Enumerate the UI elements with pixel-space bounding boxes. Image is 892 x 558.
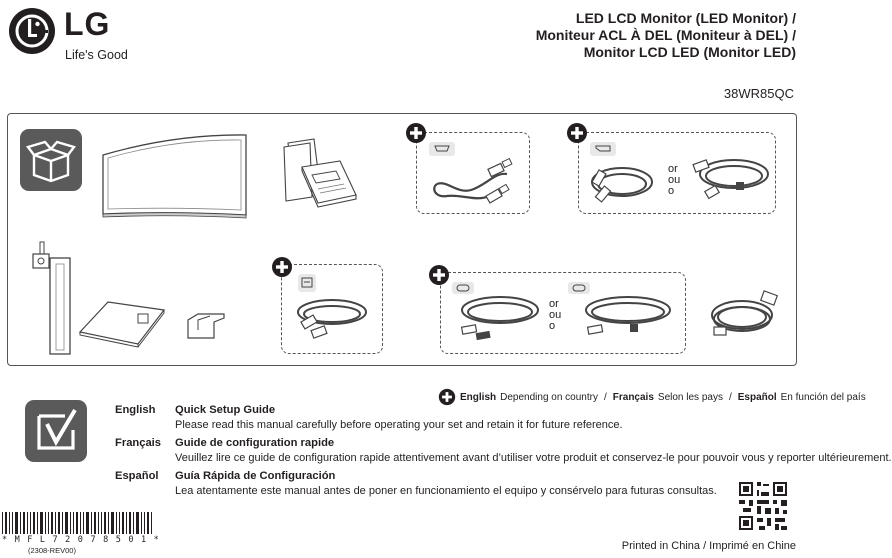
or-label	[668, 164, 680, 197]
or-label-fr: ou	[549, 309, 562, 321]
optional-plus-icon	[438, 388, 456, 406]
note-french-label: Français	[612, 391, 654, 403]
package-box-icon	[20, 129, 82, 191]
printed-in: Printed in China / Imprimé en Chine	[621, 540, 796, 552]
note-english-label: English	[460, 391, 497, 403]
note-spanish-text: En función del país	[780, 391, 866, 403]
or-label-fr: ou	[668, 174, 681, 186]
model-number: 38WR85QC	[723, 86, 794, 101]
usb-c-cable-illustration	[450, 280, 542, 348]
guide-text: Lea atentamente este manual antes de poner en funcionamiento el equipo y consérvelo para futuras consultas.	[175, 485, 717, 497]
stand-base-illustration	[78, 296, 168, 350]
revision-code: (2308-REV00)	[28, 546, 76, 555]
or-label-en: or	[668, 163, 678, 175]
barcode	[2, 512, 152, 534]
or-label-es: o	[668, 185, 675, 197]
or-label-en: or	[549, 298, 559, 310]
guide-language: English	[115, 404, 156, 416]
barcode-number: * M F L 7 2 0 7 8 5 0 1 *	[2, 535, 160, 545]
stand-body-illustration	[30, 240, 75, 358]
guide-language: Français	[115, 437, 162, 449]
or-label-es: o	[549, 320, 556, 332]
curved-monitor-illustration	[100, 131, 250, 221]
guide-title: Guía Rápida de Configuración	[175, 470, 336, 482]
cable-holder-illustration	[184, 310, 228, 342]
note-english-text: Depending on country	[500, 391, 598, 403]
availability-note: English Depending on country / Français Selon les pays / Español En función del país	[438, 388, 866, 406]
note-spanish-label: Español	[737, 391, 777, 403]
optional-plus-icon	[566, 122, 588, 144]
guide-text: Please read this manual carefully before operating your set and retain it for future reference.	[175, 419, 623, 431]
optional-plus-icon	[271, 256, 293, 278]
optional-plus-icon	[405, 122, 427, 144]
displayport-to-mini-cable-illustration	[692, 152, 772, 208]
brand-name: LG	[64, 6, 111, 42]
guide-language: Español	[115, 470, 159, 482]
quick-guide-check-icon	[25, 400, 87, 462]
guide-title: Guide de configuration rapide	[175, 437, 335, 449]
brand-slogan: Life's Good	[65, 48, 128, 62]
product-title-line: Moniteur ACL À DEL (Moniteur à DEL) /	[535, 27, 796, 43]
product-title	[536, 10, 796, 61]
note-french-text: Selon les pays	[657, 391, 723, 403]
lg-logo-icon	[8, 7, 56, 55]
displayport-cable-illustration	[588, 140, 656, 208]
guide-title: Quick Setup Guide	[175, 404, 276, 416]
product-title-line: LED LCD Monitor (LED Monitor) /	[575, 10, 796, 26]
hdmi-cable-illustration	[427, 140, 523, 208]
documents-illustration	[282, 137, 362, 209]
usb-c-to-a-cable-illustration	[566, 280, 678, 348]
or-label	[549, 299, 561, 332]
qr-code[interactable]	[737, 480, 789, 532]
optional-plus-icon	[428, 264, 450, 286]
usb-cable-illustration	[292, 272, 374, 346]
product-title-line: Monitor LCD LED (Monitor LED)	[583, 44, 796, 60]
power-cord-illustration	[706, 287, 786, 343]
guide-text: Veuillez lire ce guide de configuration rapide attentivement avant d’utiliser votre produit et conservez-le pour pouvoir vous y reporter ultérieurement.	[175, 452, 892, 464]
